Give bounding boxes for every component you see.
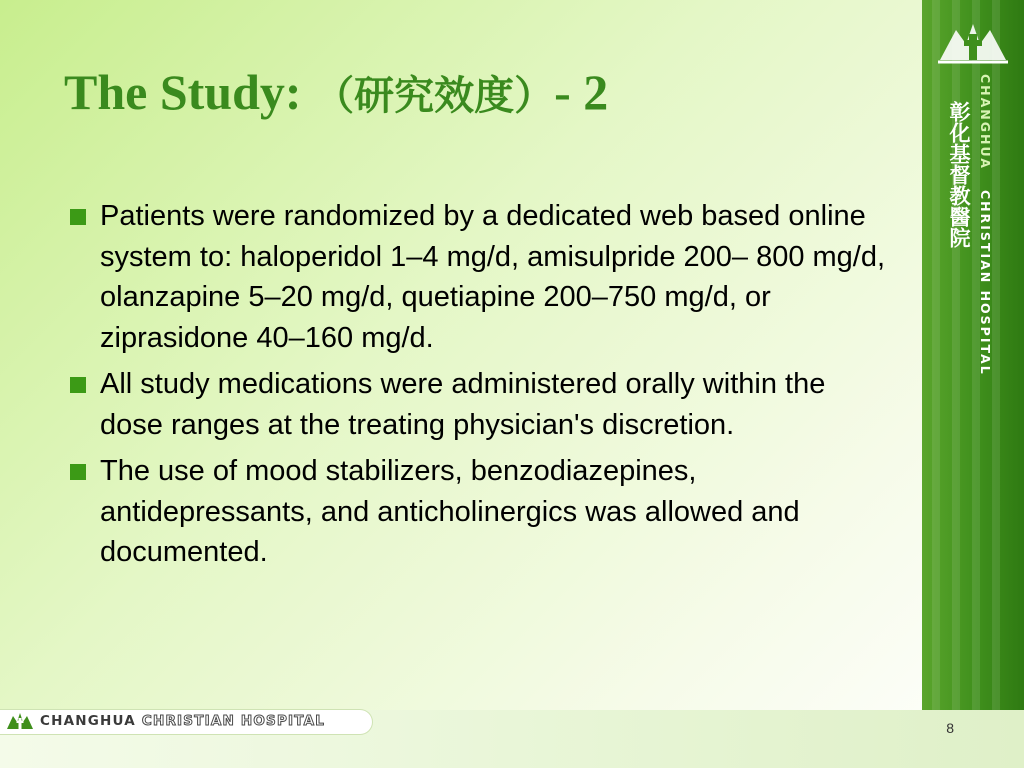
title-chinese: （研究效度） <box>314 73 555 119</box>
band-stripe <box>932 0 940 710</box>
square-bullet-icon <box>70 377 86 393</box>
side-english-part1: CHANGHUA <box>978 74 993 170</box>
bullet-text: The use of mood stabilizers, benzodiazepines, antidepressants, and anticholinergics was allowed and documented. <box>100 455 800 568</box>
bullet-item <box>64 196 894 358</box>
side-english-name <box>978 74 993 404</box>
bullet-item <box>64 364 894 445</box>
footer-hospital-name <box>40 711 325 731</box>
footer-name-part2: CHRISTIAN HOSPITAL <box>141 713 326 729</box>
hospital-logo-icon <box>936 20 1010 64</box>
hospital-logo-icon <box>6 711 34 731</box>
bullet-text: All study medications were administered orally within the dose ranges at the treating physician's discretion. <box>100 368 826 441</box>
side-english-part2: CHRISTIAN HOSPITAL <box>978 190 993 376</box>
side-chinese-name: 彰化基督教醫院 <box>947 100 971 248</box>
page-title <box>64 62 608 126</box>
side-band <box>922 0 1024 710</box>
square-bullet-icon <box>70 464 86 480</box>
square-bullet-icon <box>70 209 86 225</box>
bullet-text: Patients were randomized by a dedicated web based online system to: haloperidol 1–4 mg/d, amisulpride 200– 800 mg/d, olanzapine 5–20 mg/d, quetiapine 200–750 mg/d, or ziprasidone 40–160 mg/d. <box>100 200 886 354</box>
footer-name-part1: CHANGHUA <box>40 713 136 729</box>
band-stripe <box>992 0 1000 710</box>
title-prefix: The Study: <box>64 64 315 120</box>
bullet-item <box>64 451 894 573</box>
bullet-list <box>64 196 894 579</box>
title-suffix: - 2 <box>554 64 609 120</box>
page-number: 8 <box>946 720 954 736</box>
